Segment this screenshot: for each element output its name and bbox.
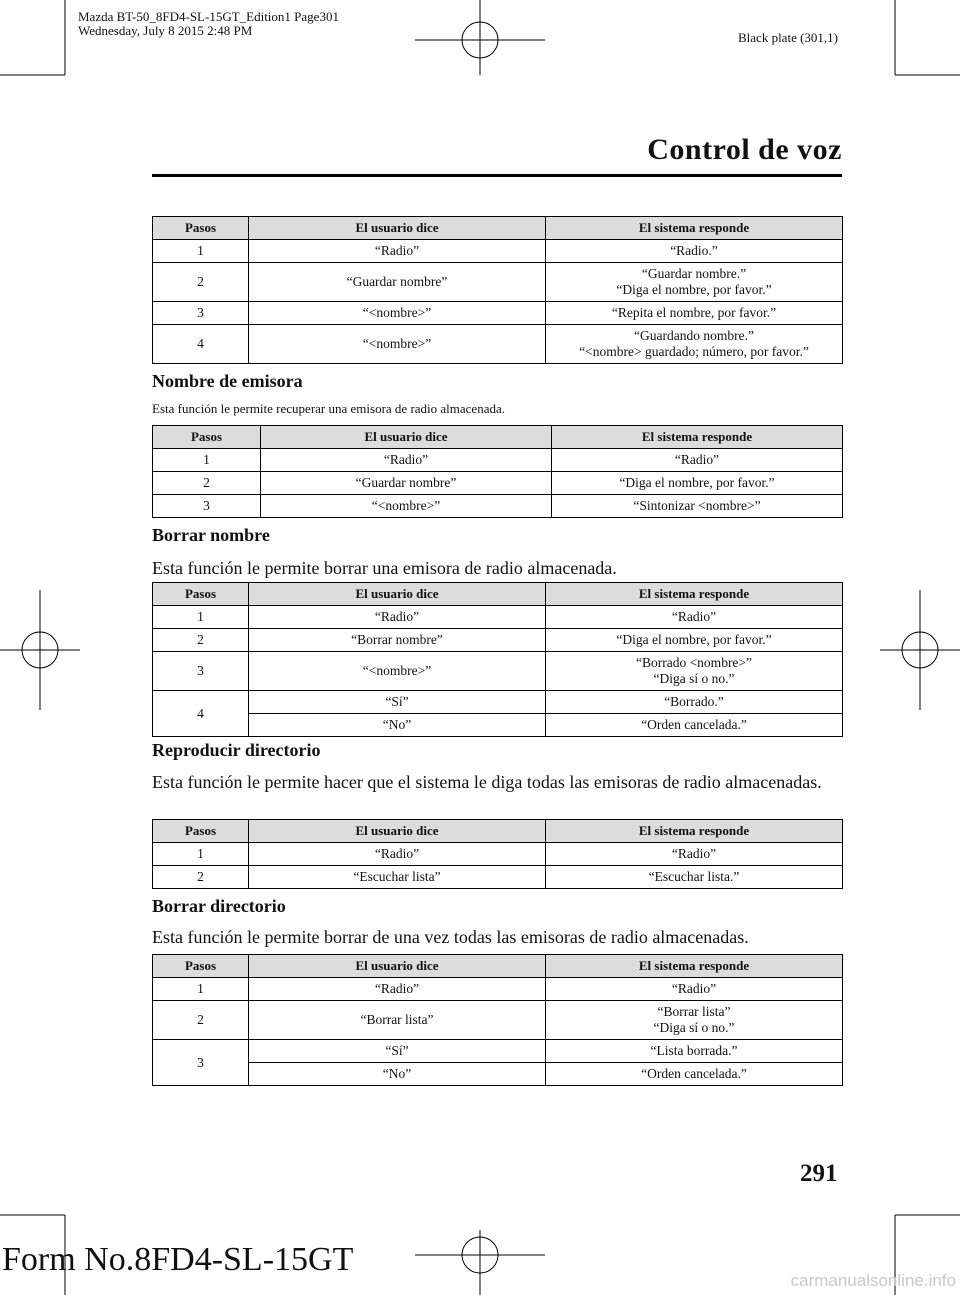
- table-row: [153, 325, 843, 364]
- cell-user: “<nombre>”: [249, 302, 546, 325]
- cell-step: 4: [153, 691, 249, 737]
- header-steps: Pasos: [153, 820, 249, 843]
- cell-system-line: “Diga sí o no.”: [653, 1020, 735, 1035]
- text-station-name: Esta función le permite recuperar una emisora de radio almacenada.: [152, 401, 505, 416]
- cell-step: 1: [153, 449, 261, 472]
- table-row: [153, 866, 843, 889]
- cell-step: 2: [153, 1001, 249, 1040]
- cell-system-line: “Orden cancelada.”: [641, 717, 747, 732]
- cell-system: [546, 978, 843, 1001]
- heading-delete-directory: Borrar directorio: [152, 896, 286, 916]
- table-row: [153, 691, 843, 714]
- cell-system-line: “Borrar lista”: [657, 1004, 731, 1019]
- cell-system: “Diga el nombre, por favor.”: [552, 472, 843, 495]
- header-system: El sistema responde: [546, 583, 843, 606]
- table-row: [153, 606, 843, 629]
- cell-system: “Sintonizar <nombre>”: [552, 495, 843, 518]
- cell-system-line: “Repita el nombre, por favor.”: [611, 305, 777, 320]
- header-user: El usuario dice: [249, 583, 546, 606]
- table-row: [153, 240, 843, 263]
- cell-user: “Guardar nombre”: [261, 472, 552, 495]
- header-system: El sistema responde: [552, 426, 843, 449]
- table-row: [153, 495, 843, 518]
- cell-system-line: “Radio”: [671, 981, 717, 996]
- header-user: El usuario dice: [261, 426, 552, 449]
- cell-system: [546, 325, 843, 364]
- cell-system-line: “Diga el nombre, por favor.”: [616, 282, 772, 297]
- table-row: [153, 263, 843, 302]
- table-store-name: [152, 216, 843, 364]
- cell-step: 3: [153, 1040, 249, 1086]
- table-delete-directory: [152, 954, 843, 1086]
- header-system: El sistema responde: [546, 217, 843, 240]
- header-steps: Pasos: [153, 217, 249, 240]
- cell-step: 3: [153, 652, 249, 691]
- cell-step: 1: [153, 240, 249, 263]
- cell-system-line: “Orden cancelada.”: [641, 1066, 747, 1081]
- cell-user: “<nombre>”: [249, 652, 546, 691]
- header-steps: Pasos: [153, 583, 249, 606]
- text-play-directory: Esta función le permite hacer que el sistema le diga todas las emisoras de radio almacenadas.: [152, 772, 822, 792]
- cell-user: “No”: [249, 1063, 546, 1086]
- table-row: [153, 629, 843, 652]
- cell-system: [546, 1040, 843, 1063]
- cell-system-line: “Borrado.”: [664, 694, 724, 709]
- cell-user: “Radio”: [261, 449, 552, 472]
- form-number: Form No.8FD4-SL-15GT: [2, 1241, 354, 1278]
- table-row: [153, 1001, 843, 1040]
- cell-user: “Radio”: [249, 606, 546, 629]
- cell-step: 1: [153, 606, 249, 629]
- cell-system-line: “Diga el nombre, por favor.”: [616, 632, 772, 647]
- cell-system: “Escuchar lista.”: [546, 866, 843, 889]
- cell-step: 2: [153, 866, 249, 889]
- cell-system-line: “Borrado <nombre>”: [635, 655, 753, 670]
- cell-system: [546, 606, 843, 629]
- header-steps: Pasos: [153, 426, 261, 449]
- cell-system: “Radio”: [552, 449, 843, 472]
- table-station-name: [152, 425, 843, 518]
- cell-step: 3: [153, 495, 261, 518]
- cell-system: [546, 302, 843, 325]
- table-header-row: [153, 583, 843, 606]
- header-user: El usuario dice: [249, 217, 546, 240]
- table-header-row: [153, 426, 843, 449]
- cell-system: “Radio”: [546, 843, 843, 866]
- cell-system: [546, 240, 843, 263]
- cell-user: “Radio”: [249, 843, 546, 866]
- cell-system-line: “<nombre> guardado; número, por favor.”: [579, 344, 809, 359]
- cell-user: “Borrar nombre”: [249, 629, 546, 652]
- cell-user: “Guardar nombre”: [249, 263, 546, 302]
- watermark: carmanualsonline.info: [790, 1271, 956, 1290]
- cell-step: 1: [153, 978, 249, 1001]
- table-header-row: [153, 955, 843, 978]
- heading-delete-name: Borrar nombre: [152, 525, 270, 545]
- header-steps: Pasos: [153, 955, 249, 978]
- cell-system-line: “Radio.”: [670, 243, 718, 258]
- heading-station-name: Nombre de emisora: [152, 371, 303, 391]
- cell-user: “Radio”: [249, 240, 546, 263]
- cell-step: 2: [153, 472, 261, 495]
- cell-step: 4: [153, 325, 249, 364]
- cell-system-line: “Diga sí o no.”: [653, 671, 735, 686]
- text-delete-name: Esta función le permite borrar una emisora de radio almacenada.: [152, 558, 617, 578]
- table-delete-name: [152, 582, 843, 737]
- header-user: El usuario dice: [249, 820, 546, 843]
- header-user: El usuario dice: [249, 955, 546, 978]
- header-system: El sistema responde: [546, 820, 843, 843]
- table-header-row: [153, 820, 843, 843]
- cell-step: 2: [153, 629, 249, 652]
- cell-system: [546, 1063, 843, 1086]
- header-system: El sistema responde: [546, 955, 843, 978]
- cell-user: “No”: [249, 714, 546, 737]
- cell-system: [546, 629, 843, 652]
- cell-system-line: “Radio”: [671, 609, 717, 624]
- table-row: [153, 302, 843, 325]
- table-row: [153, 714, 843, 737]
- table-row: [153, 1040, 843, 1063]
- table-row: [153, 472, 843, 495]
- cell-step: 2: [153, 263, 249, 302]
- cell-system: [546, 263, 843, 302]
- cell-user: “<nombre>”: [261, 495, 552, 518]
- table-row: [153, 1063, 843, 1086]
- title-rule: [152, 174, 842, 177]
- cell-system: [546, 1001, 843, 1040]
- table-play-directory: [152, 819, 843, 889]
- section-title: Control de voz: [647, 133, 842, 166]
- cell-user: “Sí”: [249, 1040, 546, 1063]
- cell-system: [546, 652, 843, 691]
- cell-user: “Borrar lista”: [249, 1001, 546, 1040]
- page-number: 291: [800, 1160, 838, 1187]
- table-row: [153, 978, 843, 1001]
- table-header-row: [153, 217, 843, 240]
- cell-step: 1: [153, 843, 249, 866]
- plate-label: Black plate (301,1): [738, 30, 838, 45]
- cell-user: “Escuchar lista”: [249, 866, 546, 889]
- cell-user: “Sí”: [249, 691, 546, 714]
- cell-system-line: “Guardando nombre.”: [634, 328, 754, 343]
- print-info-line-2: Wednesday, July 8 2015 2:48 PM: [78, 23, 253, 38]
- cell-user: “Radio”: [249, 978, 546, 1001]
- table-row: [153, 449, 843, 472]
- cell-step: 3: [153, 302, 249, 325]
- heading-play-directory: Reproducir directorio: [152, 740, 321, 760]
- cell-system-line: “Lista borrada.”: [650, 1043, 738, 1058]
- cell-system: [546, 691, 843, 714]
- table-row: [153, 652, 843, 691]
- table-row: [153, 843, 843, 866]
- cell-system-line: “Guardar nombre.”: [641, 266, 747, 281]
- cell-system: [546, 714, 843, 737]
- cell-user: “<nombre>”: [249, 325, 546, 364]
- text-delete-directory: Esta función le permite borrar de una vez todas las emisoras de radio almacenadas.: [152, 927, 749, 947]
- print-info-line-1: Mazda BT-50_8FD4-SL-15GT_Edition1 Page301: [78, 9, 339, 24]
